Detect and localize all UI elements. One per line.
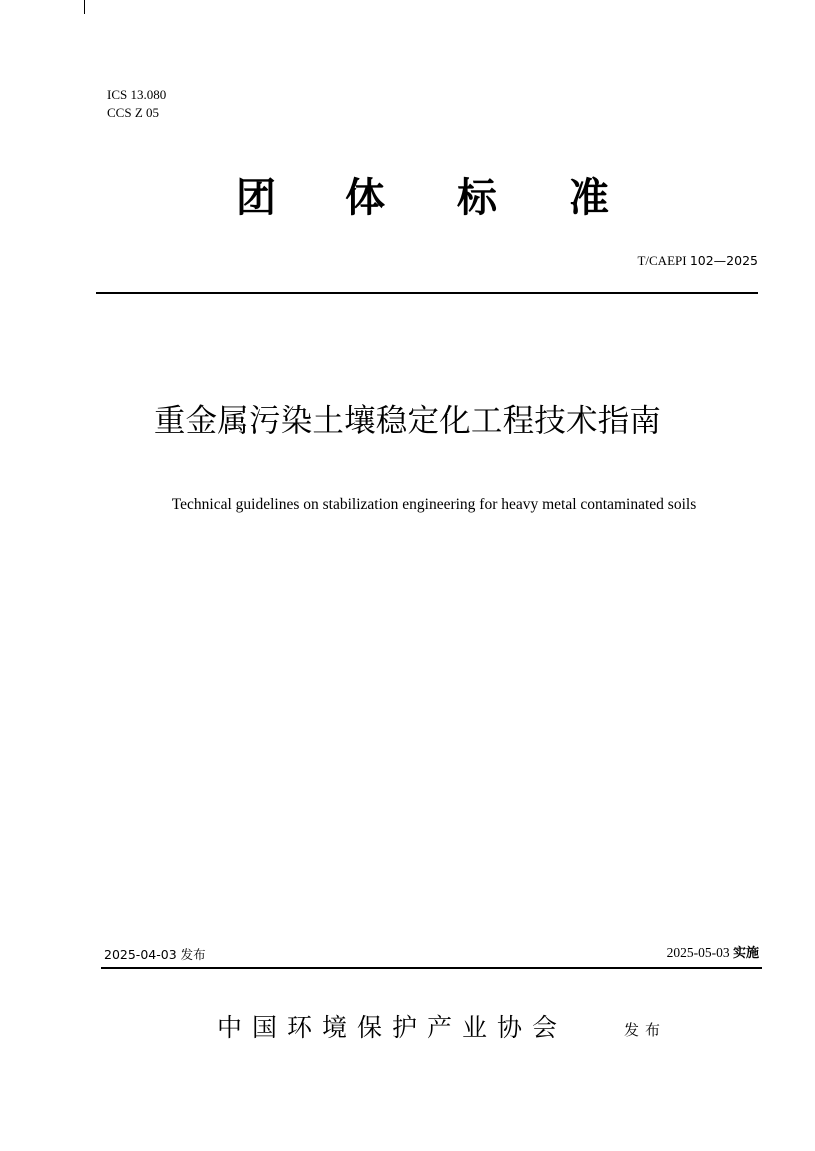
ics-code: ICS 13.080 [107,87,167,102]
standard-category-heading [0,168,815,228]
standard-number [637,253,758,269]
publish-date: 2025-04-03 发布 [104,947,206,962]
issuer-suffix: 发布 [624,1021,667,1039]
classification-codes [107,86,166,122]
issuing-organization: 中国环境保护产业协会 [217,1013,568,1042]
top-divider [96,292,758,294]
implementation-date-value: 2025-05-03 [666,945,730,960]
ccs-code: CCS Z 05 [107,105,160,120]
category-char-1: 团 [236,175,276,221]
implementation-date [667,942,759,961]
implementation-label: 实施 [732,946,759,961]
document-title-zh: 重金属污染土壤稳定化工程技术指南 [153,403,662,439]
category-char-3: 标 [457,175,497,221]
document-title-en: Technical guidelines on stabilization engineering for heavy metal contaminated soils [171,496,697,513]
category-char-2: 体 [345,175,385,221]
category-char-4: 准 [569,175,609,221]
standard-prefix: T/CAEPI [637,253,687,268]
standard-code: 102—2025 [689,253,758,268]
page-corner-mark [84,0,85,14]
bottom-divider [101,967,762,969]
